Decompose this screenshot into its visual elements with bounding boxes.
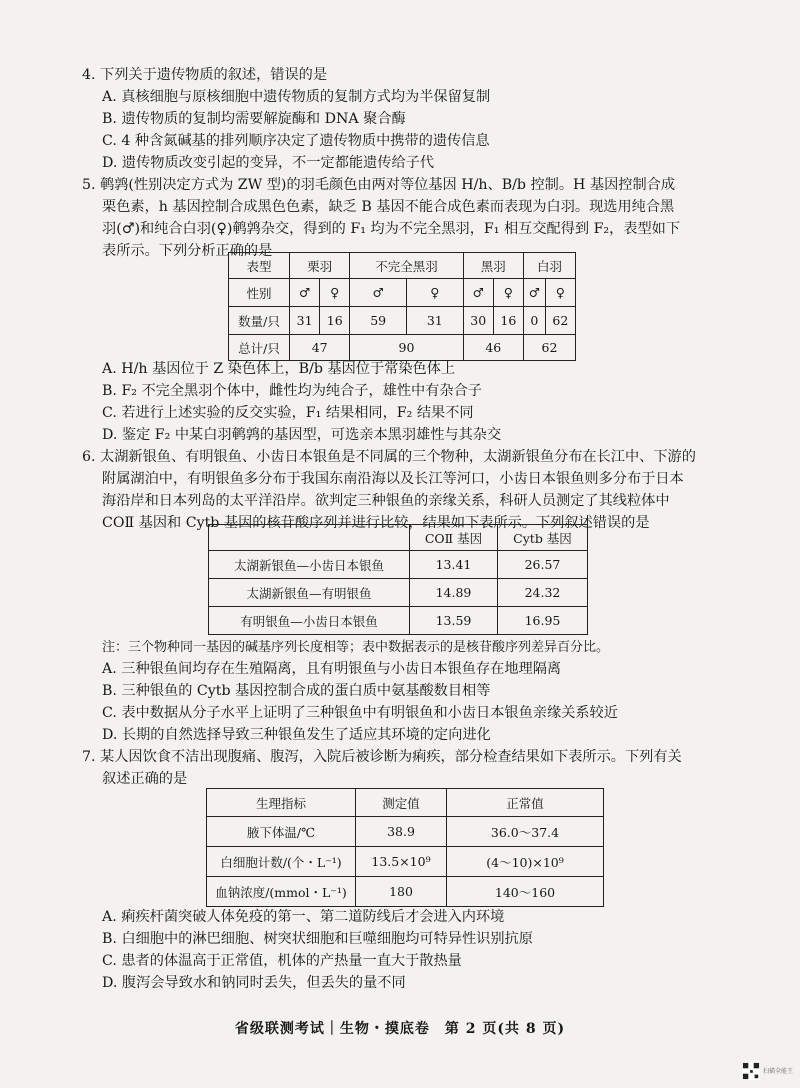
value-cell: 24.32 [497, 579, 587, 607]
row-label: 性别 [229, 279, 290, 307]
sex-cell: ♀ [406, 279, 463, 307]
question-6-option-c: C. 表中数据从分子水平上证明了三种银鱼中有明银鱼和小齿日本银鱼亲缘关系较近 [102, 705, 618, 721]
question-6-stem-line: 附属湖泊中，有明银鱼多分布于我国东南沿海以及长江等河口，小齿日本银鱼则多分布于日本 [102, 471, 684, 487]
question-6-stem-line: 海沿岸和日本列岛的太平洋沿岸。欲判定三种银鱼的亲缘关系，科研人员测定了其线粒体中 [102, 493, 670, 509]
value-cell: 13.41 [410, 551, 498, 579]
normal-cell: 140～160 [447, 877, 604, 907]
measured-cell: 13.5×10⁹ [356, 847, 447, 877]
question-5-stem-line: 5. 鹌鹑(性别决定方式为 ZW 型)的羽毛颜色由两对等位基因 H/h、B/b 控制。H 基因控制合成 [82, 177, 676, 193]
question-6-note: 注：三个物种同一基因的碱基序列长度相等；表中数据表示的是核苷酸序列差异百分比。 [102, 640, 610, 655]
row-label: 总计/只 [229, 335, 290, 361]
value-cell: 16.95 [497, 607, 587, 635]
pair-cell: 太湖新银鱼—有明银鱼 [209, 579, 410, 607]
question-6-stem-line: 6. 太湖新银鱼、有明银鱼、小齿日本银鱼是不同属的三个物种，太湖新银鱼分布在长江中、下游的 [82, 449, 696, 465]
count-cell: 59 [350, 307, 407, 335]
question-7-option-c: C. 患者的体温高于正常值，机体的产热量一直大于散热量 [102, 953, 462, 969]
count-cell: 31 [406, 307, 463, 335]
header-cell [209, 525, 410, 551]
question-5-option-a: A. H/h 基因位于 Z 染色体上，B/b 基因位于常染色体上 [102, 361, 456, 377]
question-7-option-b: B. 白细胞中的淋巴细胞、树突状细胞和巨噬细胞均可特异性识别抗原 [102, 931, 533, 947]
question-6-option-b: B. 三种银鱼的 Cytb 基因控制合成的蛋白质中氨基酸数目相等 [102, 683, 491, 699]
question-5-stem-line: 栗色素，h 基因控制合成黑色色素，缺乏 B 基因不能合成色素而表现为白羽。现选用纯合黑 [102, 199, 675, 215]
measured-cell: 180 [356, 877, 447, 907]
row-label: 表型 [229, 253, 290, 279]
row-label: 数量/只 [229, 307, 290, 335]
question-6 [82, 446, 722, 534]
question-6-option-d: D. 长期的自然选择导致三种银鱼发生了适应其环境的定向进化 [102, 727, 491, 743]
phenotype-header: 黑羽 [463, 253, 523, 279]
phenotype-header: 白羽 [523, 253, 575, 279]
count-cell: 62 [545, 307, 575, 335]
question-6-option-a: A. 三种银鱼间均存在生殖隔离，且有明银鱼与小齿日本银鱼存在地理隔离 [102, 661, 562, 677]
question-4-stem: 4. 下列关于遗传物质的叙述，错误的是 [82, 67, 328, 83]
header-cell: 正常值 [447, 789, 604, 817]
question-4 [82, 64, 722, 174]
indicator-cell: 腋下体温/℃ [207, 817, 356, 847]
sex-cell: ♂ [463, 279, 493, 307]
indicator-cell: 白细胞计数/(个・L⁻¹) [207, 847, 356, 877]
question-4-option-d: D. 遗传物质改变引起的变异，不一定都能遗传给子代 [102, 155, 435, 171]
sex-cell: ♂ [523, 279, 545, 307]
question-5-option-c: C. 若进行上述实验的反交实验，F₁ 结果相同，F₂ 结果不同 [102, 405, 474, 421]
phenotype-header: 不完全黑羽 [350, 253, 463, 279]
measured-cell: 38.9 [356, 817, 447, 847]
total-cell: 47 [290, 335, 350, 361]
total-cell: 90 [350, 335, 463, 361]
value-cell: 13.59 [410, 607, 498, 635]
header-cell: 生理指标 [207, 789, 356, 817]
pair-cell: 有明银鱼—小齿日本银鱼 [209, 607, 410, 635]
normal-cell: (4～10)×10⁹ [447, 847, 604, 877]
question-7-table [206, 788, 604, 907]
count-cell: 31 [290, 307, 320, 335]
question-7-option-a: A. 痢疾杆菌突破人体免疫的第一、第二道防线后才会进入内环境 [102, 909, 505, 925]
question-6-stem-line: COⅡ 基因和 Cytb 基因的核苷酸序列并进行比较，结果如下表所示。下列叙述错误的是 [102, 515, 650, 531]
sex-cell: ♀ [320, 279, 350, 307]
header-cell: COⅡ 基因 [410, 525, 498, 551]
count-cell: 30 [463, 307, 493, 335]
sex-cell: ♂ [350, 279, 407, 307]
question-7-stem-line: 叙述正确的是 [102, 771, 188, 787]
total-cell: 46 [463, 335, 523, 361]
normal-cell: 36.0～37.4 [447, 817, 604, 847]
value-cell: 14.89 [410, 579, 498, 607]
question-6-table [208, 524, 588, 635]
count-cell: 16 [493, 307, 523, 335]
question-5-stem-line: 羽(♂)和纯合白羽(♀)鹌鹑杂交，得到的 F₁ 均为不完全黑羽，F₁ 相互交配得到 F₂，表型如下 [102, 221, 681, 237]
question-7-option-d: D. 腹泻会导致水和钠同时丢失，但丢失的量不同 [102, 975, 406, 991]
question-7-stem-line: 7. 某人因饮食不洁出现腹痛、腹泻，入院后被诊断为痢疾，部分检查结果如下表所示。下列有关 [82, 749, 682, 765]
indicator-cell: 血钠浓度/(mmol・L⁻¹) [207, 877, 356, 907]
watermark-text: 扫描全能王 [763, 1068, 794, 1075]
question-7-options [82, 906, 722, 994]
sex-cell: ♀ [545, 279, 575, 307]
question-5-stem-line: 表所示。下列分析正确的是 [102, 243, 273, 259]
question-5-table [228, 252, 576, 361]
pair-cell: 太湖新银鱼—小齿日本银鱼 [209, 551, 410, 579]
question-4-option-c: C. 4 种含氮碱基的排列顺序决定了遗传物质中携带的遗传信息 [102, 133, 490, 149]
question-7 [82, 746, 722, 790]
header-cell: Cytb 基因 [497, 525, 587, 551]
question-5 [82, 174, 722, 262]
question-4-option-b: B. 遗传物质的复制均需要解旋酶和 DNA 聚合酶 [102, 111, 406, 127]
count-cell: 16 [320, 307, 350, 335]
value-cell: 26.57 [497, 551, 587, 579]
sex-cell: ♂ [290, 279, 320, 307]
header-cell: 测定值 [356, 789, 447, 817]
question-5-option-b: B. F₂ 不完全黑羽个体中，雌性均为纯合子，雄性中有杂合子 [102, 383, 482, 399]
phenotype-header: 栗羽 [290, 253, 350, 279]
qr-code-icon [742, 1062, 760, 1080]
sex-cell: ♀ [493, 279, 523, 307]
count-cell: 0 [523, 307, 545, 335]
question-4-option-a: A. 真核细胞与原核细胞中遗传物质的复制方式均为半保留复制 [102, 89, 491, 105]
question-5-options [82, 358, 722, 446]
question-5-option-d: D. 鉴定 F₂ 中某白羽鹌鹑的基因型，可选亲本黑羽雄性与其杂交 [102, 427, 502, 443]
page-footer: 省级联测考试｜生物・摸底卷 第 2 页(共 8 页) [234, 1021, 566, 1037]
question-6-options [82, 638, 722, 746]
total-cell: 62 [523, 335, 575, 361]
